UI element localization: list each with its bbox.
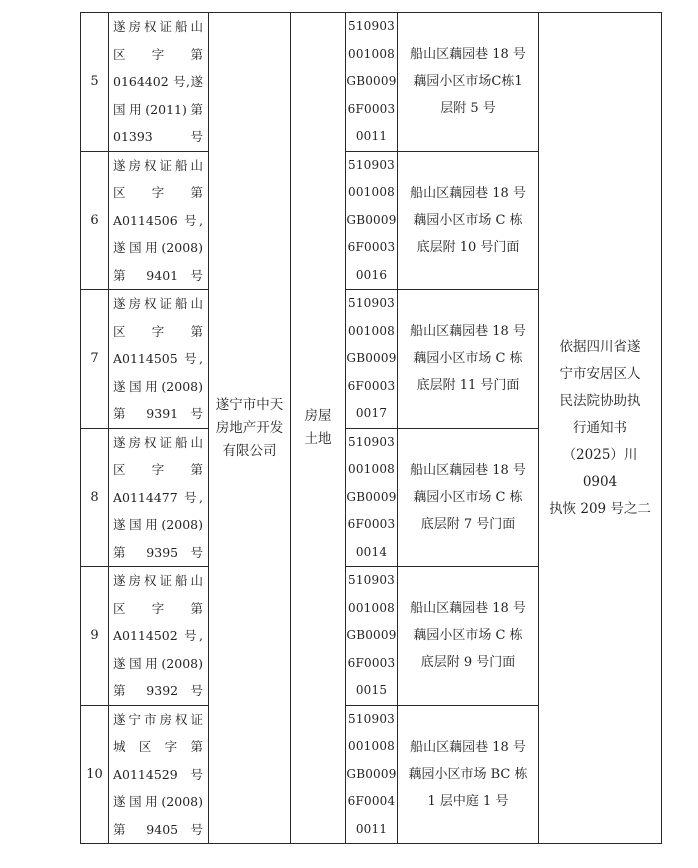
property-address: 船山区藕园巷 18 号 藕园小区市场 C 栋 底层附 11 号门面 <box>398 290 539 429</box>
row-index: 6 <box>81 151 109 290</box>
unit-code: 510903 001008 GB0009 6F0003 0017 <box>346 290 398 429</box>
certificate-number: 遂房权证船山 区 字 第 0164402 号,遂 国用(2011)第 01393 号 <box>109 13 209 152</box>
unit-code: 510903 001008 GB0009 6F0003 0014 <box>346 428 398 567</box>
property-register-table <box>80 12 662 844</box>
table-row <box>81 13 662 152</box>
row-index: 10 <box>81 705 109 844</box>
unit-code: 510903 001008 GB0009 6F0003 0016 <box>346 151 398 290</box>
property-address: 船山区藕园巷 18 号 藕园小区市场 C 栋 底层附 9 号门面 <box>398 567 539 706</box>
owner-name: 遂宁市中天 房地产开发 有限公司 <box>209 13 291 844</box>
certificate-number: 遂房权证船山 区 字 第 A0114502 号, 遂国用(2008) 第 9392 号 <box>109 567 209 706</box>
row-index: 7 <box>81 290 109 429</box>
unit-code: 510903 001008 GB0009 6F0003 0011 <box>346 13 398 152</box>
certificate-number: 遂房权证船山 区 字 第 A0114477 号, 遂国用(2008) 第 9395 号 <box>109 428 209 567</box>
property-type: 房屋 土地 <box>291 13 346 844</box>
certificate-number: 遂房权证船山 区 字 第 A0114505 号, 遂国用(2008) 第 9391 号 <box>109 290 209 429</box>
property-address: 船山区藕园巷 18 号 藕园小区市场 BC 栋 1 层中庭 1 号 <box>398 705 539 844</box>
row-index: 5 <box>81 13 109 152</box>
unit-code: 510903 001008 GB0009 6F0003 0015 <box>346 567 398 706</box>
unit-code: 510903 001008 GB0009 6F0004 0011 <box>346 705 398 844</box>
certificate-number: 遂宁市房权证 城 区 字 第 A0114529 号 遂国用(2008) 第 9405 号 <box>109 705 209 844</box>
property-address: 船山区藕园巷 18 号 藕园小区市场 C 栋 底层附 10 号门面 <box>398 151 539 290</box>
certificate-number: 遂房权证船山 区 字 第 A0114506 号, 遂国用(2008) 第 9401 号 <box>109 151 209 290</box>
property-address: 船山区藕园巷 18 号 藕园小区市场C栋1 层附 5 号 <box>398 13 539 152</box>
legal-basis: 依据四川省遂 宁市安居区人 民法院协助执 行通知书 （2025）川 0904 执恢 209 号之二 <box>539 13 662 844</box>
row-index: 9 <box>81 567 109 706</box>
row-index: 8 <box>81 428 109 567</box>
property-address: 船山区藕园巷 18 号 藕园小区市场 C 栋 底层附 7 号门面 <box>398 428 539 567</box>
